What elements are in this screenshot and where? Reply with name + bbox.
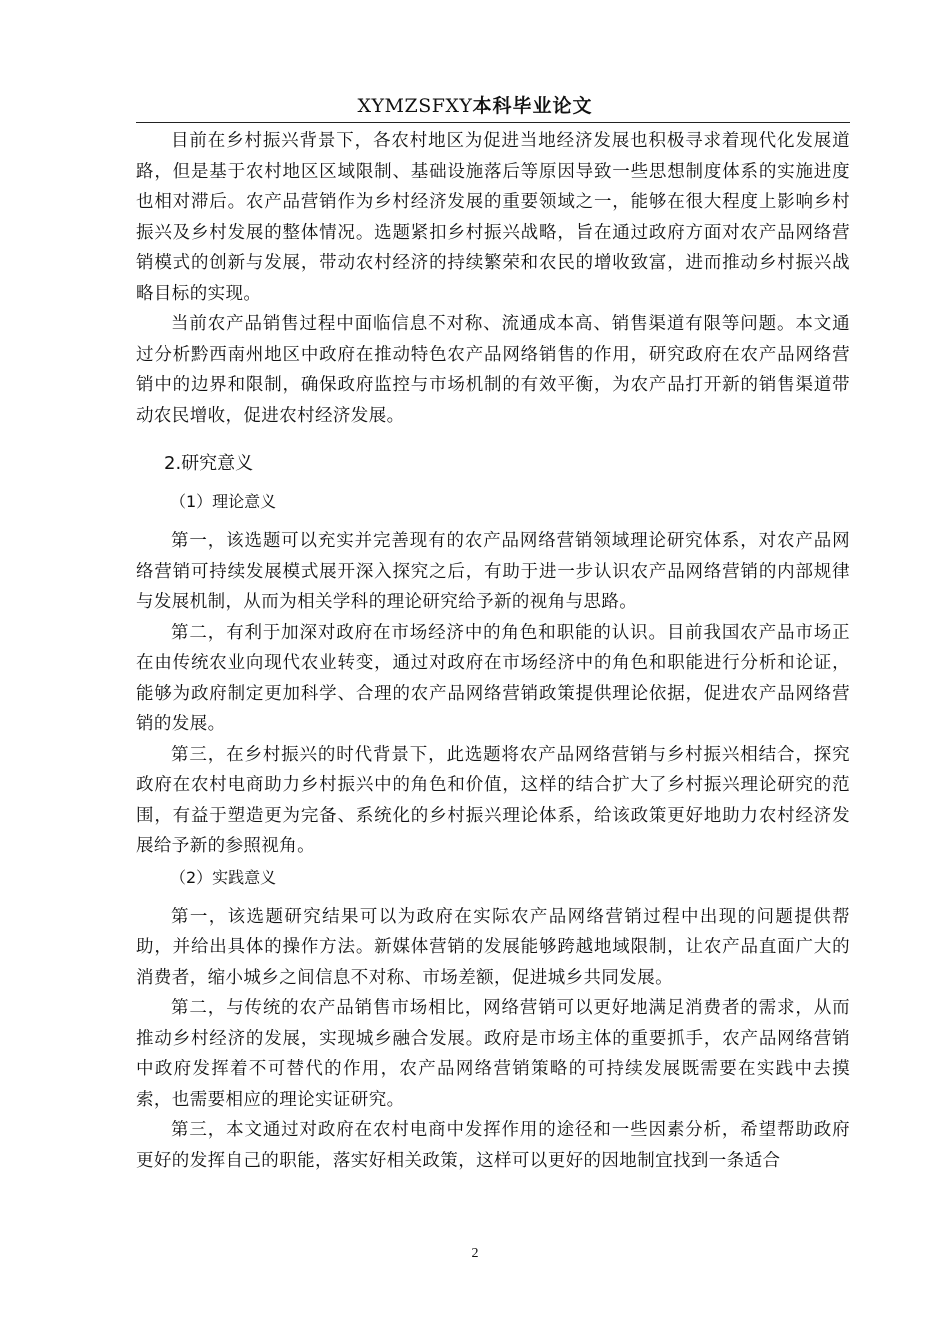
intro-paragraph-1: 目前在乡村振兴背景下，各农村地区为促进当地经济发展也积极寻求着现代化发展道路，但是基于农村地区区域限制、基础设施落后等原因导致一些思想制度体系的实施进度也相对滞后。农产品营销作为乡村经济发展的重要领域之一，能够在很大程度上影响乡村振兴及乡村发展的整体情况。选题紧扣乡村振兴战略，旨在通过政府方面对农产品网络营销模式的创新与发展，带动农村经济的持续繁荣和农民的增收致富，进而推动乡村振兴战略目标的实现。 [136,131,850,304]
intro-paragraph-2: 当前农产品销售过程中面临信息不对称、流通成本高、销售渠道有限等问题。本文通过分析黔西南州地区中政府在推动特色农产品网络销售的作用，研究政府在农产品网络营销中的边界和限制，确保政府监控与市场机制的有效平衡，为农产品打开新的销售渠道带动农民增收，促进农村经济发展。 [136,314,850,426]
running-header [0,94,950,118]
page-number: 2 [471,1246,479,1261]
practice-paragraph-1: 第一，该选题研究结果可以为政府在实际农产品网络营销过程中出现的问题提供帮助，并给出具体的操作方法。新媒体营销的发展能够跨越地域限制，让农产品直面广大的消费者，缩小城乡之间信息不对称、市场差额，促进城乡共同发展。 [136,906,850,988]
header-rule [136,122,850,123]
theory-paragraph-2: 第二，有利于加深对政府在市场经济中的角色和职能的认识。目前我国农产品市场正在由传统农业向现代农业转变，通过对政府在市场经济中的角色和职能进行分析和论证，能够为政府制定更加科学、合理的农产品网络营销政策提供理论依据，促进农产品网络营销的发展。 [136,622,850,734]
practice-paragraph-2: 第二，与传统的农产品销售市场相比，网络营销可以更好地满足消费者的需求，从而推动乡村经济的发展，实现城乡融合发展。政府是市场主体的重要抓手，农产品网络营销中政府发挥着不可替代的作用，农产品网络营销策略的可持续发展既需要在实践中去摸索，也需要相应的理论实证研究。 [136,998,850,1110]
theory-paragraph-1: 第一，该选题可以充实并完善现有的农产品网络营销领域理论研究体系，对农产品网络营销可持续发展模式展开深入探究之后，有助于进一步认识农产品网络营销的内部规律与发展机制，从而为相关学科的理论研究给予新的视角与思路。 [136,531,850,612]
practice-paragraph-3: 第三，本文通过对政府在农村电商中发挥作用的途径和一些因素分析，希望帮助政府更好的发挥自己的职能，落实好相关政策，这样可以更好的因地制宜找到一条适合 [136,1120,850,1171]
subsection-heading-practice: （2）实践意义 [170,867,277,887]
section-heading: 2.研究意义 [164,453,254,474]
header-label: 本科毕业论文 [472,95,593,117]
page-body [136,126,850,1176]
header-code: XYMZSFXY [357,95,473,117]
theory-paragraph-3: 第三，在乡村振兴的时代背景下，此选题将农产品网络营销与乡村振兴相结合，探究政府在农村电商助力乡村振兴中的角色和价值，这样的结合扩大了乡村振兴理论研究的范围，有益于塑造更为完备、系统化的乡村振兴理论体系，给该政策更好地助力农村经济发展给予新的参照视角。 [136,744,850,856]
subsection-heading-theory: （1）理论意义 [170,492,277,511]
